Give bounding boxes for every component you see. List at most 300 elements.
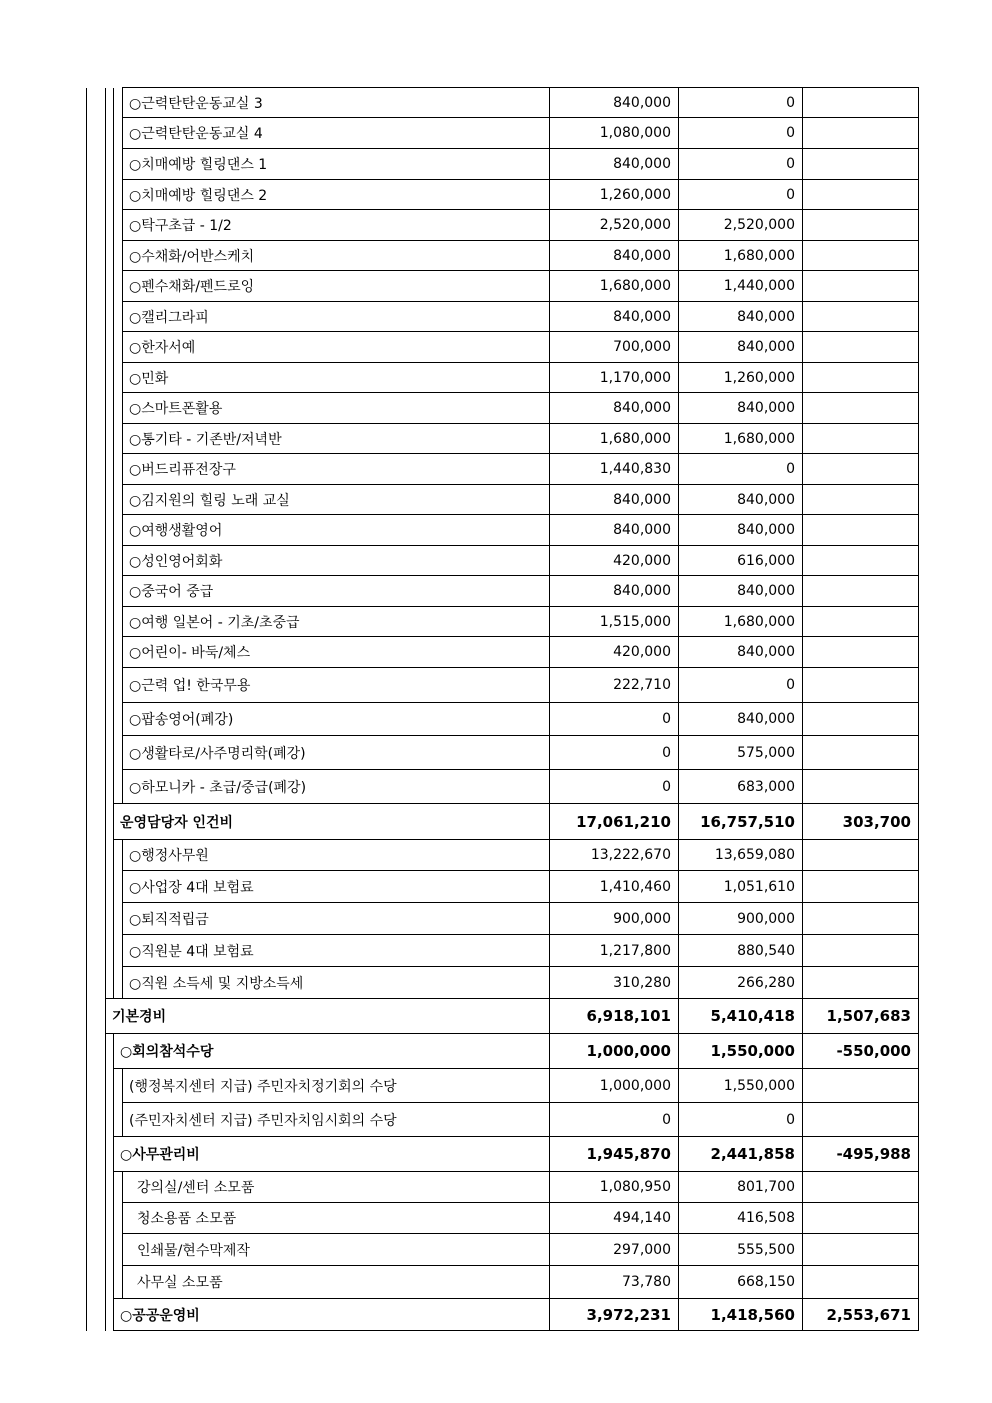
indent-gutter <box>106 770 114 804</box>
row-label: ○치매예방 힐링댄스 2 <box>123 180 550 210</box>
indent-gutter <box>87 871 106 903</box>
table-row <box>87 840 919 871</box>
table-row <box>87 871 919 903</box>
indent-gutter <box>106 871 114 903</box>
indent-gutter <box>106 703 114 736</box>
indent-gutter <box>106 1172 114 1203</box>
budget-amount: 840,000 <box>550 515 679 546</box>
difference-amount <box>803 736 919 770</box>
indent-gutter <box>87 903 106 935</box>
difference-amount <box>803 1203 919 1234</box>
indent-gutter <box>106 668 114 703</box>
table-row <box>87 393 919 424</box>
indent-gutter <box>114 668 123 703</box>
table-row <box>87 454 919 485</box>
actual-amount: 575,000 <box>679 736 803 770</box>
actual-amount: 1,680,000 <box>679 241 803 271</box>
actual-amount: 266,280 <box>679 967 803 999</box>
table-row <box>87 1266 919 1299</box>
indent-gutter <box>87 302 106 332</box>
indent-gutter <box>114 454 123 485</box>
table-row <box>87 302 919 332</box>
row-label: 운영담당자 인건비 <box>114 804 550 840</box>
indent-gutter <box>87 607 106 637</box>
row-label: ○탁구초급 - 1/2 <box>123 210 550 241</box>
difference-amount <box>803 1103 919 1137</box>
actual-amount: 0 <box>679 1103 803 1137</box>
actual-amount: 2,441,858 <box>679 1137 803 1172</box>
budget-amount: 700,000 <box>550 332 679 363</box>
budget-amount: 6,918,101 <box>550 999 679 1034</box>
difference-amount: -495,988 <box>803 1137 919 1172</box>
indent-gutter <box>87 1172 106 1203</box>
indent-gutter <box>106 1137 114 1172</box>
budget-table <box>86 87 919 1331</box>
difference-amount <box>803 118 919 149</box>
budget-amount: 0 <box>550 770 679 804</box>
indent-gutter <box>106 607 114 637</box>
indent-gutter <box>87 637 106 668</box>
subtotal-row <box>87 804 919 840</box>
difference-amount <box>803 637 919 668</box>
difference-amount: 303,700 <box>803 804 919 840</box>
difference-amount <box>803 271 919 302</box>
indent-gutter <box>114 703 123 736</box>
indent-gutter <box>114 363 123 393</box>
row-label: ○직원분 4대 보험료 <box>123 935 550 967</box>
row-label: ○사업장 4대 보험료 <box>123 871 550 903</box>
table-row <box>87 668 919 703</box>
actual-amount: 840,000 <box>679 332 803 363</box>
table-row <box>87 607 919 637</box>
actual-amount: 840,000 <box>679 515 803 546</box>
table-row <box>87 1234 919 1266</box>
budget-amount: 310,280 <box>550 967 679 999</box>
indent-gutter <box>114 871 123 903</box>
indent-gutter <box>106 302 114 332</box>
indent-gutter <box>114 1069 123 1103</box>
indent-gutter <box>87 668 106 703</box>
indent-gutter <box>114 770 123 804</box>
actual-amount: 840,000 <box>679 485 803 515</box>
row-label: ○치매예방 힐링댄스 1 <box>123 149 550 180</box>
indent-gutter <box>87 149 106 180</box>
indent-gutter <box>114 180 123 210</box>
indent-gutter <box>114 332 123 363</box>
table-row <box>87 515 919 546</box>
table-row <box>87 576 919 607</box>
row-label: ○팝송영어(폐강) <box>123 703 550 736</box>
row-label: ○여행생활영어 <box>123 515 550 546</box>
indent-gutter <box>87 935 106 967</box>
row-label: ○퇴직적립금 <box>123 903 550 935</box>
budget-amount: 1,000,000 <box>550 1069 679 1103</box>
actual-amount: 16,757,510 <box>679 804 803 840</box>
indent-gutter <box>87 703 106 736</box>
row-label: ○수채화/어반스케치 <box>123 241 550 271</box>
difference-amount <box>803 180 919 210</box>
actual-amount: 0 <box>679 668 803 703</box>
indent-gutter <box>114 736 123 770</box>
indent-gutter <box>114 118 123 149</box>
indent-gutter <box>106 935 114 967</box>
indent-gutter <box>87 1137 106 1172</box>
actual-amount: 880,540 <box>679 935 803 967</box>
indent-gutter <box>106 576 114 607</box>
row-label: 인쇄물/현수막제작 <box>123 1234 550 1266</box>
indent-gutter <box>106 903 114 935</box>
indent-gutter <box>114 393 123 424</box>
indent-gutter <box>87 967 106 999</box>
indent-gutter <box>106 149 114 180</box>
indent-gutter <box>87 363 106 393</box>
indent-gutter <box>114 576 123 607</box>
budget-amount: 840,000 <box>550 393 679 424</box>
row-label: ○회의참석수당 <box>114 1034 550 1069</box>
budget-amount: 1,410,460 <box>550 871 679 903</box>
indent-gutter <box>87 241 106 271</box>
row-label: ○행정사무원 <box>123 840 550 871</box>
subtotal-row <box>87 1137 919 1172</box>
indent-gutter <box>106 736 114 770</box>
indent-gutter <box>87 736 106 770</box>
budget-amount: 494,140 <box>550 1203 679 1234</box>
actual-amount: 1,260,000 <box>679 363 803 393</box>
indent-gutter <box>114 546 123 576</box>
actual-amount: 0 <box>679 180 803 210</box>
difference-amount <box>803 1172 919 1203</box>
indent-gutter <box>87 770 106 804</box>
budget-amount: 840,000 <box>550 576 679 607</box>
row-label: ○근력탄탄운동교실 3 <box>123 88 550 118</box>
budget-amount: 2,520,000 <box>550 210 679 241</box>
actual-amount: 1,550,000 <box>679 1034 803 1069</box>
indent-gutter <box>114 88 123 118</box>
row-label: 기본경비 <box>106 999 550 1034</box>
indent-gutter <box>106 1069 114 1103</box>
indent-gutter <box>87 393 106 424</box>
indent-gutter <box>87 210 106 241</box>
table-row <box>87 332 919 363</box>
budget-amount: 1,080,000 <box>550 118 679 149</box>
indent-gutter <box>87 180 106 210</box>
budget-amount: 1,680,000 <box>550 424 679 454</box>
budget-amount: 17,061,210 <box>550 804 679 840</box>
row-label: ○하모니카 - 초급/중급(폐강) <box>123 770 550 804</box>
budget-amount: 420,000 <box>550 546 679 576</box>
table-row <box>87 546 919 576</box>
difference-amount <box>803 668 919 703</box>
indent-gutter <box>106 1203 114 1234</box>
subtotal-row <box>87 1034 919 1069</box>
table-row <box>87 485 919 515</box>
table-row <box>87 736 919 770</box>
row-label: ○어린이- 바둑/체스 <box>123 637 550 668</box>
table-row <box>87 241 919 271</box>
difference-amount <box>803 1266 919 1299</box>
budget-amount: 840,000 <box>550 485 679 515</box>
budget-amount: 297,000 <box>550 1234 679 1266</box>
indent-gutter <box>114 967 123 999</box>
difference-amount <box>803 576 919 607</box>
indent-gutter <box>87 1069 106 1103</box>
indent-gutter <box>106 546 114 576</box>
difference-amount <box>803 241 919 271</box>
actual-amount: 1,680,000 <box>679 424 803 454</box>
table-row <box>87 363 919 393</box>
difference-amount <box>803 703 919 736</box>
indent-gutter <box>106 637 114 668</box>
table-row <box>87 1103 919 1137</box>
budget-amount: 222,710 <box>550 668 679 703</box>
indent-gutter <box>87 485 106 515</box>
budget-amount: 3,972,231 <box>550 1299 679 1331</box>
difference-amount: -550,000 <box>803 1034 919 1069</box>
actual-amount: 840,000 <box>679 576 803 607</box>
actual-amount: 0 <box>679 88 803 118</box>
table-row <box>87 703 919 736</box>
table-row <box>87 424 919 454</box>
indent-gutter <box>87 515 106 546</box>
budget-amount: 1,680,000 <box>550 271 679 302</box>
table-row <box>87 210 919 241</box>
row-label: ○성인영어회화 <box>123 546 550 576</box>
difference-amount <box>803 515 919 546</box>
indent-gutter <box>87 1234 106 1266</box>
difference-amount <box>803 546 919 576</box>
indent-gutter <box>106 393 114 424</box>
indent-gutter <box>106 118 114 149</box>
indent-gutter <box>114 424 123 454</box>
indent-gutter <box>106 804 114 840</box>
indent-gutter <box>106 1299 114 1331</box>
budget-amount: 1,260,000 <box>550 180 679 210</box>
actual-amount: 5,410,418 <box>679 999 803 1034</box>
indent-gutter <box>114 637 123 668</box>
row-label: 강의실/센터 소모품 <box>123 1172 550 1203</box>
difference-amount <box>803 424 919 454</box>
actual-amount: 0 <box>679 149 803 180</box>
indent-gutter <box>106 241 114 271</box>
budget-amount: 1,170,000 <box>550 363 679 393</box>
indent-gutter <box>114 935 123 967</box>
actual-amount: 900,000 <box>679 903 803 935</box>
table-row <box>87 271 919 302</box>
budget-amount: 1,440,830 <box>550 454 679 485</box>
difference-amount <box>803 607 919 637</box>
budget-amount: 0 <box>550 703 679 736</box>
indent-gutter <box>87 804 106 840</box>
budget-amount: 840,000 <box>550 302 679 332</box>
indent-gutter <box>114 840 123 871</box>
actual-amount: 13,659,080 <box>679 840 803 871</box>
actual-amount: 0 <box>679 454 803 485</box>
indent-gutter <box>114 1234 123 1266</box>
indent-gutter <box>114 149 123 180</box>
budget-amount: 1,945,870 <box>550 1137 679 1172</box>
indent-gutter <box>106 1034 114 1069</box>
indent-gutter <box>106 485 114 515</box>
budget-amount: 1,515,000 <box>550 607 679 637</box>
difference-amount <box>803 302 919 332</box>
difference-amount <box>803 149 919 180</box>
actual-amount: 840,000 <box>679 703 803 736</box>
table-row <box>87 770 919 804</box>
row-label: ○민화 <box>123 363 550 393</box>
budget-amount: 840,000 <box>550 149 679 180</box>
indent-gutter <box>106 1103 114 1137</box>
actual-amount: 2,520,000 <box>679 210 803 241</box>
table-row <box>87 935 919 967</box>
indent-gutter <box>114 485 123 515</box>
indent-gutter <box>114 1266 123 1299</box>
row-label: ○스마트폰활용 <box>123 393 550 424</box>
actual-amount: 1,680,000 <box>679 607 803 637</box>
actual-amount: 1,550,000 <box>679 1069 803 1103</box>
indent-gutter <box>114 271 123 302</box>
indent-gutter <box>87 271 106 302</box>
indent-gutter <box>87 546 106 576</box>
budget-amount: 13,222,670 <box>550 840 679 871</box>
indent-gutter <box>114 515 123 546</box>
table-row <box>87 967 919 999</box>
indent-gutter <box>106 1266 114 1299</box>
indent-gutter <box>106 454 114 485</box>
difference-amount <box>803 1069 919 1103</box>
table-row <box>87 1203 919 1234</box>
indent-gutter <box>87 1103 106 1137</box>
actual-amount: 555,500 <box>679 1234 803 1266</box>
indent-gutter <box>106 424 114 454</box>
budget-amount: 0 <box>550 736 679 770</box>
actual-amount: 840,000 <box>679 393 803 424</box>
indent-gutter <box>114 1172 123 1203</box>
difference-amount <box>803 88 919 118</box>
budget-amount: 840,000 <box>550 88 679 118</box>
indent-gutter <box>114 607 123 637</box>
table-row <box>87 1069 919 1103</box>
actual-amount: 0 <box>679 118 803 149</box>
budget-amount: 0 <box>550 1103 679 1137</box>
row-label: ○한자서예 <box>123 332 550 363</box>
difference-amount <box>803 485 919 515</box>
row-label: ○직원 소득세 및 지방소득세 <box>123 967 550 999</box>
actual-amount: 840,000 <box>679 637 803 668</box>
actual-amount: 1,418,560 <box>679 1299 803 1331</box>
indent-gutter <box>87 454 106 485</box>
table-row <box>87 903 919 935</box>
indent-gutter <box>106 271 114 302</box>
indent-gutter <box>87 1299 106 1331</box>
indent-gutter <box>106 515 114 546</box>
table-row <box>87 88 919 118</box>
indent-gutter <box>106 88 114 118</box>
actual-amount: 1,440,000 <box>679 271 803 302</box>
actual-amount: 801,700 <box>679 1172 803 1203</box>
indent-gutter <box>106 363 114 393</box>
indent-gutter <box>87 840 106 871</box>
indent-gutter <box>106 180 114 210</box>
row-label: (주민자치센터 지급) 주민자치임시회의 수당 <box>123 1103 550 1137</box>
actual-amount: 416,508 <box>679 1203 803 1234</box>
difference-amount <box>803 903 919 935</box>
difference-amount <box>803 935 919 967</box>
indent-gutter <box>106 840 114 871</box>
difference-amount <box>803 770 919 804</box>
difference-amount <box>803 363 919 393</box>
row-label: (행정복지센터 지급) 주민자치정기회의 수당 <box>123 1069 550 1103</box>
budget-amount: 73,780 <box>550 1266 679 1299</box>
difference-amount <box>803 454 919 485</box>
budget-amount: 840,000 <box>550 241 679 271</box>
difference-amount <box>803 210 919 241</box>
indent-gutter <box>114 241 123 271</box>
row-label: ○생활타로/사주명리학(폐강) <box>123 736 550 770</box>
indent-gutter <box>114 903 123 935</box>
subtotal-row <box>87 1299 919 1331</box>
table-row <box>87 180 919 210</box>
table-row <box>87 1172 919 1203</box>
budget-amount: 1,217,800 <box>550 935 679 967</box>
indent-gutter <box>114 210 123 241</box>
row-label: ○사무관리비 <box>114 1137 550 1172</box>
indent-gutter <box>106 210 114 241</box>
row-label: ○캘리그라피 <box>123 302 550 332</box>
row-label: ○여행 일본어 - 기초/초중급 <box>123 607 550 637</box>
difference-amount <box>803 1234 919 1266</box>
indent-gutter <box>87 424 106 454</box>
section-total-row <box>87 999 919 1034</box>
difference-amount <box>803 871 919 903</box>
indent-gutter <box>87 1203 106 1234</box>
actual-amount: 668,150 <box>679 1266 803 1299</box>
indent-gutter <box>106 332 114 363</box>
budget-table-body <box>87 88 919 1331</box>
indent-gutter <box>106 967 114 999</box>
indent-gutter <box>87 1266 106 1299</box>
difference-amount: 2,553,671 <box>803 1299 919 1331</box>
indent-gutter <box>106 1234 114 1266</box>
row-label: ○통기타 - 기존반/저녁반 <box>123 424 550 454</box>
indent-gutter <box>114 302 123 332</box>
row-label: ○공공운영비 <box>114 1299 550 1331</box>
row-label: ○김지원의 힐링 노래 교실 <box>123 485 550 515</box>
actual-amount: 840,000 <box>679 302 803 332</box>
indent-gutter <box>87 332 106 363</box>
actual-amount: 616,000 <box>679 546 803 576</box>
row-label: 청소용품 소모품 <box>123 1203 550 1234</box>
indent-gutter <box>87 118 106 149</box>
row-label: ○펜수채화/펜드로잉 <box>123 271 550 302</box>
indent-gutter <box>87 576 106 607</box>
table-row <box>87 149 919 180</box>
row-label: ○중국어 중급 <box>123 576 550 607</box>
table-row <box>87 637 919 668</box>
budget-amount: 1,000,000 <box>550 1034 679 1069</box>
difference-amount <box>803 967 919 999</box>
row-label: ○근력 업! 한국무용 <box>123 668 550 703</box>
indent-gutter <box>114 1203 123 1234</box>
difference-amount <box>803 332 919 363</box>
actual-amount: 1,051,610 <box>679 871 803 903</box>
difference-amount <box>803 840 919 871</box>
row-label: ○근력탄탄운동교실 4 <box>123 118 550 149</box>
budget-amount: 900,000 <box>550 903 679 935</box>
indent-gutter <box>87 999 106 1034</box>
actual-amount: 683,000 <box>679 770 803 804</box>
budget-amount: 1,080,950 <box>550 1172 679 1203</box>
difference-amount <box>803 393 919 424</box>
